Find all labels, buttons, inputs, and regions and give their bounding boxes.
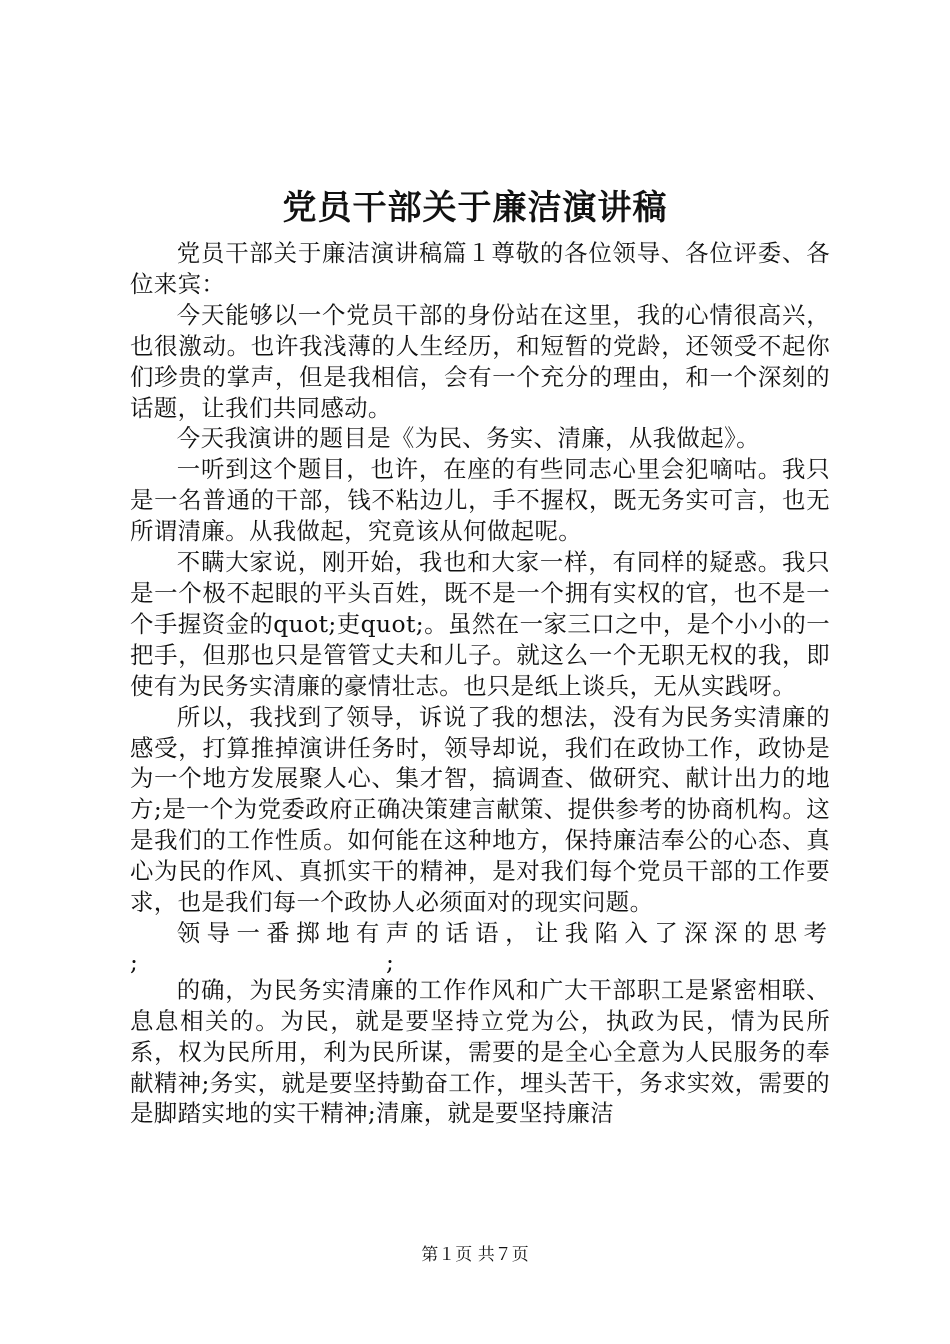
paragraph: 不瞒大家说，刚开始，我也和大家一样，有同样的疑惑。我只是一个极不起眼的平头百姓，既不是一个拥有实权的官，也不是一个手握资金的quot;吏quot;。虽然在一家三口之中，是个小小的一把手，但那也只是管管丈夫和儿子。就这么一个无职无权的我，即使有为民务实清廉的豪情壮志。也只是纸上谈兵，无从实践呀。 (130, 548, 830, 700)
paragraph: 今天能够以一个党员干部的身份站在这里，我的心情很高兴，也很激动。也许我浅薄的人生经历，和短暂的党龄，还领受不起你们珍贵的掌声，但是我相信，会有一个充分的理由，和一个深刻的话题，让我们共同感动。 (130, 300, 830, 422)
document-body (130, 238, 830, 1129)
semicolon-row (130, 949, 830, 975)
paragraph: 今天我演讲的题目是《为民、务实、清廉，从我做起》。 (176, 424, 760, 453)
paragraph: 一听到这个题目，也许，在座的有些同志心里会犯嘀咕。我只是一名普通的干部，钱不粘边儿，手不握权，既无务实可言，也无所谓清廉。从我做起，究竟该从何做起呢。 (130, 455, 830, 546)
paragraph: 党员干部关于廉洁演讲稿篇１尊敬的各位领导、各位评委、各位来宾： (130, 239, 830, 298)
page-title: 党员干部关于廉洁演讲稿 (282, 188, 668, 228)
paragraph: 的确，为民务实清廉的工作作风和广大干部职工是紧密相联、息息相关的。为民，就是要坚持立党为公，执政为民，情为民所系，权为民所用，利为民所谋，需要的是全心全意为人民服务的奉献精神;务实，就是要坚持勤奋工作，埋头苦干，务求实效，需要的是脚踏实地的实干精神;清廉，就是要坚持廉洁 (130, 975, 830, 1128)
paragraph: 领导一番掷地有声的话语，让我陷入了深深的思考 (176, 918, 830, 947)
page-footer: 第１页 共７页 (421, 1245, 529, 1265)
semicolon-text: ; (130, 947, 139, 976)
paragraph: 所以，我找到了领导，诉说了我的想法，没有为民务实清廉的感受，打算推掉演讲任务时，领导却说，我们在政协工作，政协是为一个地方发展聚人心、集才智，搞调查、做研究、献计出力的地方;是一个为党委政府正确决策建言献策、提供参考的协商机构。这是我们的工作性质。如何能在这种地方，保持廉洁奉公的心态、真心为民的作风、真抓实干的精神，是对我们每个党员干部的工作要求，也是我们每一个政协人必须面对的现实问题。 (130, 702, 830, 917)
semicolon-text: ; (386, 947, 395, 976)
